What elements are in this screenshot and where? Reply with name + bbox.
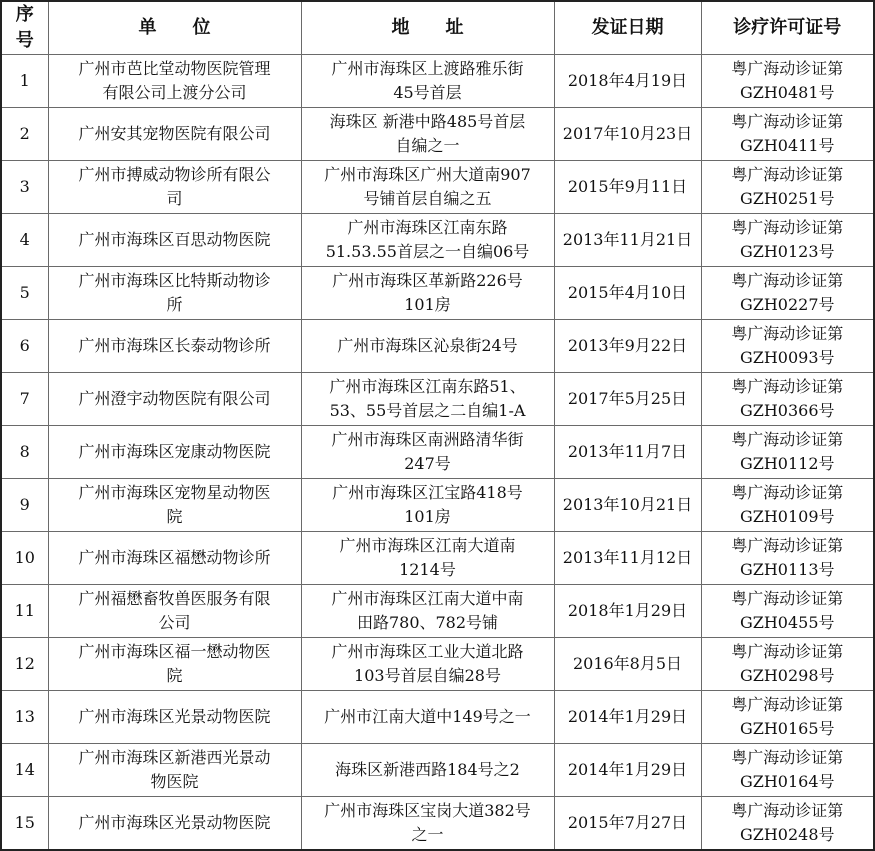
table-row	[1, 161, 874, 214]
cell-address-line: 51.53.55首层之一自编06号	[325, 242, 530, 261]
cell-unit-line: 院	[166, 666, 183, 685]
cell-license-line: 粤广海动诊证第	[731, 377, 844, 396]
cell-address-line: 之一	[411, 825, 444, 844]
cell-address	[301, 320, 554, 373]
cell-address-line: 247号	[404, 454, 451, 473]
header-unit: 单 位	[48, 1, 301, 55]
cell-license-line: GZH0366号	[739, 401, 835, 420]
cell-address-line: 广州市海珠区革新路226号	[332, 271, 523, 290]
header-date: 发证日期	[554, 1, 701, 55]
cell-license-line: GZH0109号	[739, 507, 835, 526]
cell-date: 2013年11月7日	[554, 426, 701, 479]
cell-license	[701, 267, 874, 320]
cell-license-line: GZH0248号	[739, 825, 835, 844]
cell-address	[301, 532, 554, 585]
cell-license-line: GZH0165号	[739, 719, 835, 738]
cell-seq: 7	[1, 373, 48, 426]
cell-unit	[48, 161, 301, 214]
table-row	[1, 214, 874, 267]
cell-seq: 6	[1, 320, 48, 373]
table-row	[1, 320, 874, 373]
cell-license	[701, 55, 874, 108]
cell-address	[301, 161, 554, 214]
cell-address-line: 101房	[404, 295, 451, 314]
cell-license-line: 粤广海动诊证第	[731, 695, 844, 714]
table-body	[1, 55, 874, 851]
cell-seq: 9	[1, 479, 48, 532]
cell-unit	[48, 532, 301, 585]
cell-unit-line: 有限公司上渡分公司	[102, 83, 247, 102]
cell-date: 2015年4月10日	[554, 267, 701, 320]
cell-license-line: 粤广海动诊证第	[731, 271, 844, 290]
header-seq	[1, 1, 48, 55]
cell-unit	[48, 426, 301, 479]
cell-unit-line: 院	[166, 507, 183, 526]
cell-seq: 3	[1, 161, 48, 214]
cell-address-line: 53、55号首层之二自编1-A	[329, 401, 526, 420]
cell-address-line: 广州市海珠区宝岗大道382号	[324, 801, 531, 820]
cell-license-line: GZH0481号	[739, 83, 835, 102]
cell-license-line: 粤广海动诊证第	[731, 218, 844, 237]
cell-date: 2017年5月25日	[554, 373, 701, 426]
cell-license	[701, 797, 874, 851]
cell-address	[301, 797, 554, 851]
cell-address-line: 101房	[404, 507, 451, 526]
cell-license	[701, 320, 874, 373]
cell-address	[301, 638, 554, 691]
cell-license	[701, 585, 874, 638]
cell-license	[701, 479, 874, 532]
cell-unit-line: 公司	[158, 613, 191, 632]
cell-license	[701, 161, 874, 214]
cell-address	[301, 55, 554, 108]
cell-address	[301, 108, 554, 161]
cell-date: 2015年9月11日	[554, 161, 701, 214]
cell-address	[301, 479, 554, 532]
cell-license-line: GZH0123号	[739, 242, 835, 261]
cell-license	[701, 638, 874, 691]
cell-address	[301, 214, 554, 267]
header-seq-line: 号	[15, 30, 34, 51]
cell-address	[301, 691, 554, 744]
cell-date: 2013年11月21日	[554, 214, 701, 267]
cell-unit	[48, 108, 301, 161]
cell-seq: 10	[1, 532, 48, 585]
cell-license	[701, 744, 874, 797]
table-row	[1, 797, 874, 851]
cell-unit-line: 广州安其宠物医院有限公司	[78, 124, 271, 143]
cell-license	[701, 214, 874, 267]
cell-date: 2013年9月22日	[554, 320, 701, 373]
cell-license-line: GZH0112号	[739, 454, 835, 473]
cell-license-line: 粤广海动诊证第	[731, 589, 844, 608]
cell-unit	[48, 638, 301, 691]
cell-license-line: 粤广海动诊证第	[731, 165, 844, 184]
cell-date: 2014年1月29日	[554, 744, 701, 797]
cell-license-line: 粤广海动诊证第	[731, 801, 844, 820]
cell-address-line: 广州市海珠区江南大道中南	[331, 589, 524, 608]
cell-license-line: GZH0455号	[739, 613, 835, 632]
cell-seq: 15	[1, 797, 48, 851]
cell-unit-line: 广州市海珠区光景动物医院	[78, 707, 271, 726]
cell-unit	[48, 479, 301, 532]
cell-date: 2018年1月29日	[554, 585, 701, 638]
cell-seq: 11	[1, 585, 48, 638]
cell-seq: 13	[1, 691, 48, 744]
cell-address-line: 广州市海珠区上渡路雅乐街	[331, 59, 524, 78]
cell-unit	[48, 744, 301, 797]
cell-license	[701, 532, 874, 585]
table-row	[1, 479, 874, 532]
header-row	[1, 1, 874, 55]
cell-seq: 1	[1, 55, 48, 108]
cell-license-line: 粤广海动诊证第	[731, 59, 844, 78]
cell-unit	[48, 691, 301, 744]
cell-license-line: 粤广海动诊证第	[731, 324, 844, 343]
cell-date: 2015年7月27日	[554, 797, 701, 851]
cell-address-line: 广州市海珠区沁泉街24号	[337, 336, 518, 355]
cell-license	[701, 373, 874, 426]
cell-address	[301, 426, 554, 479]
header-license: 诊疗许可证号	[701, 1, 874, 55]
table-row	[1, 532, 874, 585]
cell-license	[701, 108, 874, 161]
cell-unit-line: 广州市海珠区福一懋动物医	[78, 642, 271, 661]
cell-license-line: 粤广海动诊证第	[731, 642, 844, 661]
cell-unit-line: 广州市海珠区宠康动物医院	[78, 442, 271, 461]
header-address: 地 址	[301, 1, 554, 55]
table-row	[1, 691, 874, 744]
cell-unit-line: 广州市海珠区光景动物医院	[78, 813, 271, 832]
cell-license-line: 粤广海动诊证第	[731, 483, 844, 502]
cell-address-line: 广州市海珠区江南东路	[347, 218, 508, 237]
cell-address-line: 广州市海珠区江南大道南	[339, 536, 516, 555]
cell-license-line: GZH0164号	[739, 772, 835, 791]
cell-unit-line: 广州市海珠区比特斯动物诊	[78, 271, 271, 290]
cell-address-line: 广州市海珠区南洲路清华街	[331, 430, 524, 449]
table-row	[1, 267, 874, 320]
cell-date: 2013年10月21日	[554, 479, 701, 532]
table-row	[1, 373, 874, 426]
cell-address-line: 广州市海珠区广州大道南907	[324, 165, 531, 184]
cell-unit-line: 广州市海珠区福懋动物诊所	[78, 548, 271, 567]
cell-seq: 14	[1, 744, 48, 797]
table-row	[1, 55, 874, 108]
cell-license	[701, 426, 874, 479]
cell-unit	[48, 320, 301, 373]
cell-license-line: GZH0113号	[739, 560, 835, 579]
table-row	[1, 426, 874, 479]
cell-unit	[48, 373, 301, 426]
cell-unit	[48, 55, 301, 108]
table-row	[1, 744, 874, 797]
cell-seq: 2	[1, 108, 48, 161]
cell-seq: 8	[1, 426, 48, 479]
cell-unit-line: 广州市海珠区百思动物医院	[78, 230, 271, 249]
cell-address	[301, 744, 554, 797]
cell-seq: 5	[1, 267, 48, 320]
cell-address-line: 海珠区 新港中路485号首层	[329, 112, 526, 131]
cell-unit	[48, 585, 301, 638]
cell-address-line: 田路780、782号铺	[356, 613, 499, 632]
cell-license-line: 粤广海动诊证第	[731, 536, 844, 555]
cell-address-line: 号铺首层自编之五	[363, 189, 492, 208]
cell-license-line: GZH0227号	[739, 295, 835, 314]
table-row	[1, 585, 874, 638]
cell-license-line: GZH0411号	[739, 136, 835, 155]
cell-address-line: 广州市海珠区工业大道北路	[331, 642, 524, 661]
cell-date: 2014年1月29日	[554, 691, 701, 744]
cell-date: 2013年11月12日	[554, 532, 701, 585]
cell-address	[301, 373, 554, 426]
cell-license-line: 粤广海动诊证第	[731, 112, 844, 131]
cell-unit-line: 司	[166, 189, 183, 208]
cell-unit	[48, 214, 301, 267]
cell-unit-line: 广州澄宇动物医院有限公司	[78, 389, 271, 408]
cell-address-line: 45号首层	[393, 83, 462, 102]
cell-license-line: GZH0093号	[739, 348, 835, 367]
cell-address-line: 103号首层自编28号	[354, 666, 501, 685]
cell-seq: 12	[1, 638, 48, 691]
cell-address	[301, 585, 554, 638]
cell-unit-line: 广州市海珠区长泰动物诊所	[78, 336, 271, 355]
cell-date: 2018年4月19日	[554, 55, 701, 108]
cell-license-line: GZH0298号	[739, 666, 835, 685]
cell-unit-line: 广州市芭比堂动物医院管理	[78, 59, 271, 78]
cell-date: 2017年10月23日	[554, 108, 701, 161]
cell-address-line: 广州市海珠区江南东路51、	[329, 377, 526, 396]
table-row	[1, 108, 874, 161]
cell-date: 2016年8月5日	[554, 638, 701, 691]
cell-address-line: 广州市江南大道中149号之一	[324, 707, 531, 726]
cell-unit	[48, 797, 301, 851]
cell-unit-line: 广州市海珠区宠物星动物医	[78, 483, 271, 502]
cell-unit-line: 物医院	[150, 772, 199, 791]
cell-address-line: 海珠区新港西路184号之2	[335, 760, 520, 779]
cell-unit	[48, 267, 301, 320]
cell-license-line: 粤广海动诊证第	[731, 748, 844, 767]
header-seq-line: 序	[15, 4, 34, 25]
cell-address-line: 广州市海珠区江宝路418号	[332, 483, 523, 502]
cell-license	[701, 691, 874, 744]
cell-address-line: 1214号	[399, 560, 456, 579]
table-row	[1, 638, 874, 691]
cell-unit-line: 所	[166, 295, 183, 314]
cell-license-line: 粤广海动诊证第	[731, 430, 844, 449]
cell-address-line: 自编之一	[395, 136, 460, 155]
cell-seq: 4	[1, 214, 48, 267]
cell-unit-line: 广州福懋畜牧兽医服务有限	[78, 589, 271, 608]
cell-unit-line: 广州市搏威动物诊所有限公	[78, 165, 271, 184]
cell-address	[301, 267, 554, 320]
cell-unit-line: 广州市海珠区新港西光景动	[78, 748, 271, 767]
cell-license-line: GZH0251号	[739, 189, 835, 208]
